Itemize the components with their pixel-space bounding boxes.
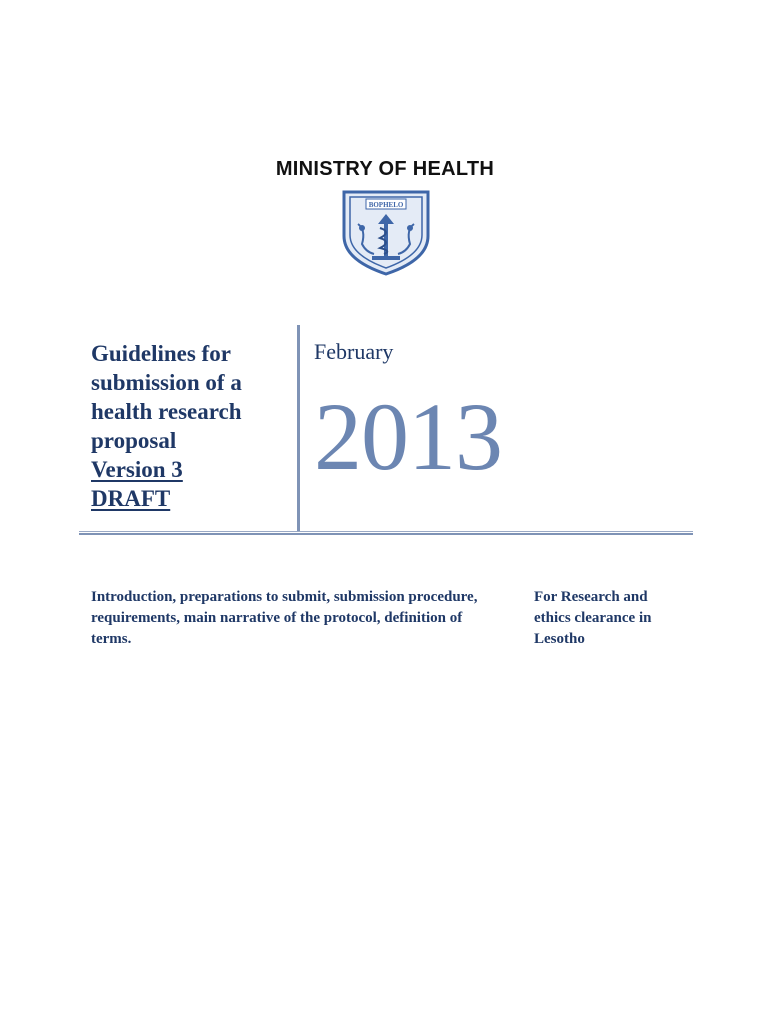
summary-description: Introduction, preparations to submit, submission procedure, requirements, main narrative of the protocol, definition of terms.	[91, 589, 478, 647]
summary-purpose: For Research and ethics clearance in Lesotho	[534, 589, 652, 647]
title-line: health research	[91, 399, 242, 424]
title-line: proposal	[91, 428, 177, 453]
document-title	[91, 339, 296, 513]
version-label: Version 3	[91, 457, 183, 482]
date-month: February	[314, 339, 394, 364]
draft-label: DRAFT	[91, 486, 171, 511]
title-line: submission of a	[91, 370, 242, 395]
ministry-crest-icon	[336, 188, 436, 276]
date-year: 2013	[314, 383, 502, 490]
horizontal-rule	[79, 531, 693, 535]
title-line: Guidelines for	[91, 341, 231, 366]
ministry-heading: MINISTRY OF HEALTH	[275, 158, 495, 180]
vertical-rule	[297, 325, 300, 531]
crest-motto: BOPHELO	[368, 201, 404, 209]
